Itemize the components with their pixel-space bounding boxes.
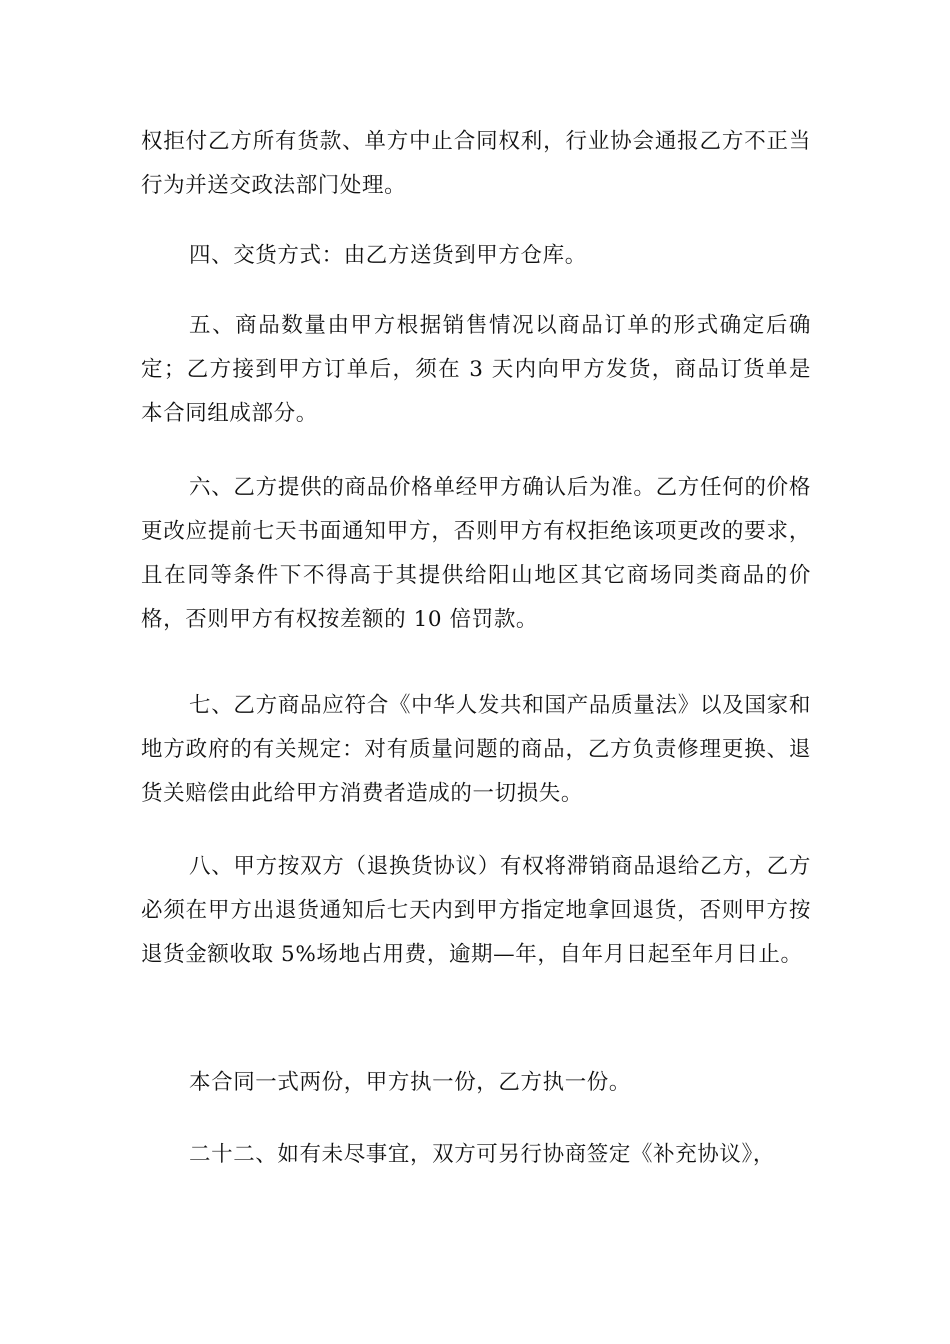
paragraph-payment-refusal: 权拒付乙方所有货款、单方中止合同权利，行业协会通报乙方不正当行为并送交政法部门处理。 [141, 129, 811, 198]
paragraph-delivery-method: 四、交货方式：由乙方送货到甲方仓库。 [189, 243, 587, 268]
paragraph-returns: 八、甲方按双方（退换货协议）有权将滞销商品退给乙方，乙方必须在甲方出退货通知后七天内到甲方指定地拿回退货，否则甲方按退货金额收取 5%场地占用费，逾期—年，自年月日起至年月日止。 [141, 854, 811, 967]
paragraph-quality-law: 七、乙方商品应符合《中华人发共和国产品质量法》以及国家和地方政府的有关规定：对有质量问题的商品，乙方负责修理更换、退货关赔偿由此给甲方消费者造成的一切损失。 [141, 693, 811, 806]
paragraph-copies: 本合同一式两份，甲方执一份，乙方执一份。 [189, 1070, 632, 1095]
paragraph-order-quantity: 五、商品数量由甲方根据销售情况以商品订单的形式确定后确定；乙方接到甲方订单后，须在 3 天内向甲方发货，商品订货单是本合同组成部分。 [141, 313, 811, 426]
paragraph-supplementary-agreement: 二十二、如有未尽事宜，双方可另行协商签定《补充协议》， [189, 1142, 775, 1167]
paragraph-price-terms: 六、乙方提供的商品价格单经甲方确认后为准。乙方任何的价格更改应提前七天书面通知甲方，否则甲方有权拒绝该项更改的要求，且在同等条件下不得高于其提供给阳山地区其它商场同类商品的价格，否则甲方有权按差额的 10 倍罚款。 [141, 475, 811, 632]
